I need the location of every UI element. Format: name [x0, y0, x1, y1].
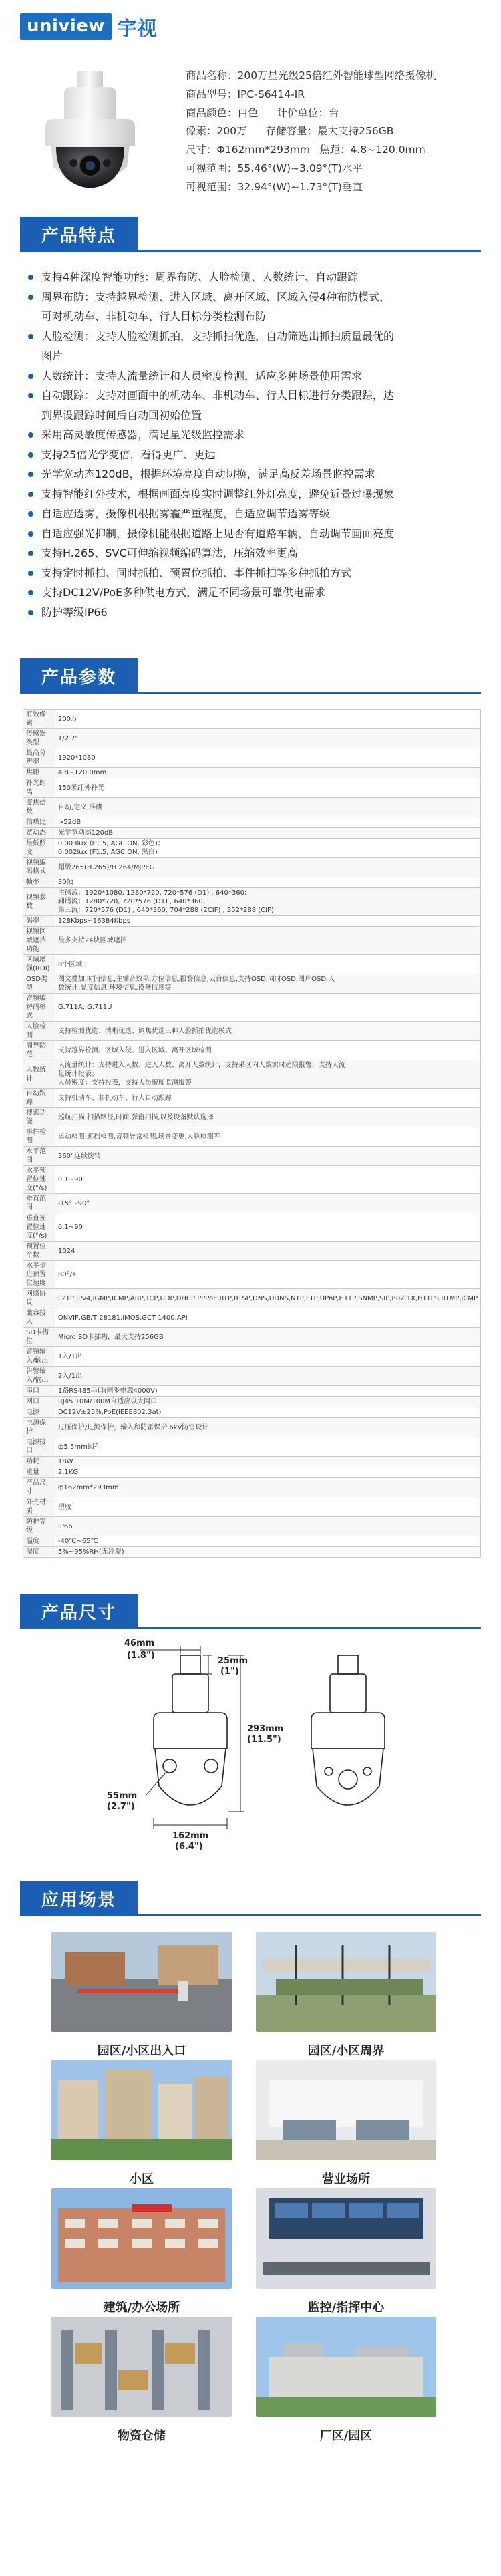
section-title: 产品尺寸 [20, 1594, 138, 1628]
param-value: 150米红外补光 [55, 778, 480, 798]
param-value: 1入/1出 [55, 1347, 480, 1367]
spec-line: 像素：200万 存储容量：最大支持256GB [186, 125, 394, 138]
scene-label: 厂区/园区 [319, 2429, 373, 2443]
feature-item: 支持DC12V/PoE多种供电方式，满足不同场景可靠供电需求 [27, 583, 481, 603]
param-value: 自动,定义,准确 [55, 798, 480, 817]
param-key: 信噪比 [23, 817, 55, 828]
divider [20, 1914, 481, 1916]
param-value: 4.8~120.0mm [55, 768, 480, 778]
logo-mark: uniview [20, 13, 112, 40]
scene-grid [51, 1932, 501, 2445]
features-list [0, 254, 501, 629]
table-row [23, 1457, 481, 1467]
table-row [23, 927, 481, 955]
scene-image [256, 2317, 436, 2417]
param-key: 电源保护 [23, 1418, 55, 1437]
table-row [23, 778, 481, 798]
table-row [23, 1397, 481, 1407]
param-value: 超级265(H.265)/H.264/MJPEG [55, 858, 480, 877]
param-key: 最高分辨率 [23, 748, 55, 768]
param-key: 水平步进预置位速度 [23, 1261, 55, 1289]
divider [20, 692, 481, 694]
param-value: 1/2.7" [55, 729, 480, 748]
scene-card [51, 1932, 232, 2060]
divider [20, 1627, 481, 1629]
param-key: 外壳材质 [23, 1497, 55, 1517]
param-value: 18W [55, 1457, 480, 1467]
scene-image [51, 2188, 232, 2289]
feature-item: 支持智能红外技术，根据画面亮度实时调整红外灯亮度，避免近景过曝现象 [27, 484, 481, 505]
param-key: 宽动态 [23, 828, 55, 839]
table-row [23, 1194, 481, 1213]
table-row [23, 768, 481, 778]
param-value: 0.003lux (F1.5, AGC ON, 彩色)； 0.002lux (F1.5, AGC ON, 黑白) [55, 839, 480, 858]
param-key: 最低照度 [23, 839, 55, 858]
table-row [23, 1478, 481, 1497]
param-key: 补光距离 [23, 778, 55, 798]
spec-summary [186, 67, 493, 197]
table-row [23, 1041, 481, 1060]
param-value: 0.1~90 [55, 1166, 480, 1194]
param-value: 光学宽动态120dB [55, 828, 480, 839]
feature-item: 支持25倍光学变倍，看得更广、更远 [27, 445, 481, 465]
table-row [23, 1367, 481, 1386]
table-row [23, 888, 481, 916]
table-row [23, 1022, 481, 1041]
feature-item: 可对机动车、非机动车、行人目标分类检测布防 [41, 310, 267, 323]
table-row [23, 877, 481, 888]
scene-label: 建筑/办公场所 [103, 2301, 180, 2315]
table-row [23, 974, 481, 994]
param-value: RJ45 10M/100M自适应以太网口 [55, 1397, 480, 1407]
feature-item: 支持H.265、SVC可伸缩视频编码算法，压缩效率更高 [27, 543, 481, 563]
table-row [23, 1261, 481, 1289]
divider [20, 250, 481, 252]
param-key: 变焦倍数 [23, 798, 55, 817]
features-banner [0, 214, 501, 254]
param-key: 码率 [23, 916, 55, 927]
param-key: 传感器类型 [23, 729, 55, 748]
param-value: 2入/1出 [55, 1367, 480, 1386]
table-row [23, 1347, 481, 1367]
param-value: 128Kbps~16384Kbps [55, 916, 480, 927]
dim-top-width: 46mm [124, 1638, 155, 1649]
param-value: 360°连续旋转 [55, 1147, 480, 1166]
dim-top-height-in: (1") [220, 1667, 239, 1677]
param-value: 巡航扫描,扫描路径,时间,弹窗扫描,以及设备默认选择 [55, 1108, 480, 1127]
param-value: 1024 [55, 1242, 480, 1261]
param-value: 图文叠加,时间信息,主辅音效果,方位信息,报警信息,云台信息,支持OSD,同时OSD,图片OSD,人 数统计,温度信息,环境信息,设备信息等 [55, 974, 480, 994]
scenes-banner [0, 1878, 501, 1918]
feature-item: 图片 [41, 349, 63, 362]
param-key: 有效像素 [23, 710, 55, 729]
param-key: 焦距 [23, 768, 55, 778]
scenes-area [0, 1918, 501, 2445]
table-row [23, 1213, 481, 1242]
param-value: ф162mm*293mm [55, 1478, 480, 1497]
dim-diameter-in: (2.7") [107, 1802, 135, 1812]
scene-image [51, 2317, 232, 2417]
param-key: 水平范围 [23, 1147, 55, 1166]
feature-item: 到界设跟踪时间后自动回初始位置 [41, 408, 202, 422]
dim-base-width: 162mm [172, 1831, 209, 1841]
table-row [23, 1060, 481, 1089]
param-key: 区域增强(ROI) [23, 955, 55, 974]
param-key: 网口 [23, 1397, 55, 1407]
table-row [23, 994, 481, 1022]
table-row [23, 1289, 481, 1308]
scene-image [256, 2188, 436, 2289]
param-key: 预置位个数 [23, 1242, 55, 1261]
table-row [23, 817, 481, 828]
table-row [23, 1108, 481, 1127]
param-value: 0.1~90 [55, 1213, 480, 1242]
table-row [23, 1166, 481, 1194]
param-key: 事件检测 [23, 1127, 55, 1147]
params-table-wrap [0, 696, 501, 1564]
param-key: 功耗 [23, 1457, 55, 1467]
param-key: 人脸检测 [23, 1022, 55, 1041]
param-key: 网络协议 [23, 1289, 55, 1308]
param-value: 过压保护/过流保护，输入和防雷保护,6kV防雷设计 [55, 1418, 480, 1437]
params-table [23, 709, 481, 1558]
param-value: 1路RS485串口(同步电源4000V) [55, 1386, 480, 1397]
table-row [23, 1127, 481, 1147]
feature-item: 采用高灵敏度传感器，满足星光级监控需求 [27, 425, 481, 445]
param-key: 水平预置位速度(°/s) [23, 1166, 55, 1194]
table-row [23, 1497, 481, 1517]
table-row [23, 839, 481, 858]
scene-card [51, 2188, 232, 2317]
table-row [23, 1437, 481, 1457]
param-value: 支持检测优选、清晰优选、调焦优选三种人脸抓拍优选模式 [55, 1022, 480, 1041]
param-key: 串口 [23, 1386, 55, 1397]
dimension-drawing [0, 1631, 501, 1872]
param-value: 1920*1080 [55, 748, 480, 768]
table-row [23, 710, 481, 729]
param-key: 电源 [23, 1407, 55, 1418]
param-value: 80°/s [55, 1261, 480, 1289]
param-value: G.711A, G.711U [55, 994, 480, 1022]
param-key: 兼容接入 [23, 1308, 55, 1328]
spec-line: 商品颜色：白色 计价单位：台 [186, 106, 339, 119]
param-key: OSD类型 [23, 974, 55, 994]
param-value: 2.1KG [55, 1467, 480, 1478]
scene-card [51, 2317, 232, 2445]
param-key: 垂直范围 [23, 1194, 55, 1213]
param-key: 自动跟踪 [23, 1089, 55, 1108]
dimension-svg [0, 1631, 501, 1872]
spec-line: 可视范围：55.46°(W)~3.09°(T)水平 [186, 162, 363, 174]
feature-item: 人脸检测：支持人脸检测抓拍，支持抓拍优选，自动筛选出抓拍质量最优的 [27, 327, 481, 347]
scene-label: 监控/指挥中心 [307, 2301, 385, 2315]
param-key: 重量 [23, 1467, 55, 1478]
section-title: 产品特点 [20, 217, 138, 251]
param-value: Micro SD卡插槽，最大支持256GB [55, 1328, 480, 1347]
scene-label: 物资仓储 [118, 2429, 166, 2443]
scene-card [256, 2060, 436, 2188]
param-key: 音频输入/输出 [23, 1347, 55, 1367]
spec-line: 可视范围：32.94°(W)~1.73°(T)垂直 [186, 180, 363, 193]
table-row [23, 1418, 481, 1437]
scene-label: 小区 [130, 2172, 154, 2186]
scene-label: 营业场所 [322, 2172, 370, 2186]
param-value: L2TP,IPv4,IGMP,ICMP,ARP,TCP,UDP,DHCP,PPPoE,RTP,RTSP,DNS,DDNS,NTP,FTP,UPnP,HTTP,SNMP,SIP,802.1X,HTTPS,RTMP,ICMP [55, 1289, 480, 1308]
param-key: SD卡槽位 [23, 1328, 55, 1347]
scene-card [256, 1932, 436, 2060]
table-row [23, 1536, 481, 1547]
param-value: -15°~90° [55, 1194, 480, 1213]
param-key: 视频区域遮挡功能 [23, 927, 55, 955]
param-key: 音频编解码格式 [23, 994, 55, 1022]
param-value: 人流量统计：支持进入人数、进入人数、离开人数统计，支持采区内人数实时超限报警，支持人流 量统计报表； 人员密度：支持报表，支持人员密度监测报警 [55, 1060, 480, 1089]
scene-card [256, 2188, 436, 2317]
product-header [0, 0, 501, 214]
feature-item: 防护等级IP66 [27, 603, 481, 623]
dim-top-width-in: (1.8") [127, 1651, 155, 1661]
table-row [23, 748, 481, 768]
table-row [23, 916, 481, 927]
logo-cn: 宇视 [116, 17, 157, 41]
param-value: 主码流：1920*1080, 1280*720, 720*576 (D1) , 640*360; 辅码流：1280*720, 720*576 (D1) , 640*360; 第三流：720*576 (D1) , 640*360, 704*288 (2CIF) , 352*288 (CIF) [55, 888, 480, 916]
table-row [23, 955, 481, 974]
spec-line: 商品名称：200万星光级25倍红外智能球型网络摄像机 [186, 69, 436, 82]
param-value: 30帧 [55, 877, 480, 888]
brand-logo [20, 12, 157, 41]
params-banner [0, 656, 501, 696]
param-value: 运动检测,遮挡检测,音频异常检测,场景变更,人脸检测等 [55, 1127, 480, 1147]
feature-item: 支持定时抓拍、同时抓拍、预置位抓拍、事件抓拍等多种抓拍方式 [27, 563, 481, 583]
param-value: 支持越界检测、区域入侵、进入区域、离开区域检测 [55, 1041, 480, 1060]
param-value: ф5.5mm圆孔 [55, 1437, 480, 1457]
table-row [23, 1147, 481, 1166]
scene-label: 园区/小区出入口 [97, 2044, 186, 2058]
param-key: 周界防范 [23, 1041, 55, 1060]
param-key: 告警输入/输出 [23, 1367, 55, 1386]
feature-item: 周界布防：支持越界检测、进入区域、离开区域、区域入侵4种布防模式， [27, 287, 481, 307]
dim-top-height: 25mm [218, 1656, 248, 1666]
param-key: 人数统计 [23, 1060, 55, 1089]
feature-item: 自适应强光抑制，摄像机能根据道路上见否有道路车辆，自动调节画面亮度 [27, 524, 481, 544]
scene-card [51, 2060, 232, 2188]
param-value: 5%~95%RH(无冷凝) [55, 1547, 480, 1558]
param-value: IP66 [55, 1517, 480, 1536]
scene-image [51, 1932, 232, 2032]
table-row [23, 1467, 481, 1478]
size-banner [0, 1591, 501, 1631]
dim-base-width-in: (6.4") [175, 1842, 203, 1852]
feature-item: 自适应透雾，摄像机根据雾霾严重程度，自适应调节透雾等级 [27, 504, 481, 524]
scene-image [51, 2060, 232, 2160]
feature-item: 自动跟踪：支持对画面中的机动车、非机动车、行人目标进行分类跟踪，达 [27, 386, 481, 406]
feature-item: 支持4种深度智能功能：周界布防、人脸检测、人数统计、自动跟踪 [27, 267, 481, 287]
scene-label: 园区/小区周界 [307, 2044, 385, 2058]
param-key: 电源接口 [23, 1437, 55, 1457]
param-value: -40℃~65℃ [55, 1536, 480, 1547]
param-value: 8个区域 [55, 955, 480, 974]
scene-card [256, 2317, 436, 2445]
dim-total-height: 293mm [247, 1724, 284, 1734]
spec-line: 尺寸：Φ162mm*293mm 焦距：4.8~120.0mm [186, 144, 426, 156]
scene-image [256, 1932, 436, 2032]
param-value: >52dB [55, 817, 480, 828]
table-row [23, 1386, 481, 1397]
param-value: 塑胶 [55, 1497, 480, 1517]
table-row [23, 729, 481, 748]
spec-line: 商品型号：IPC-S6414-IR [186, 88, 305, 100]
feature-item: 光学宽动态120dB，根据环境亮度自动切换，满足高反差场景监控需求 [27, 464, 481, 484]
param-key: 产品尺寸 [23, 1478, 55, 1497]
table-row [23, 1308, 481, 1328]
param-key: 视频参数 [23, 888, 55, 916]
section-title: 应用场景 [20, 1881, 138, 1916]
param-value: 最多支持24块区域遮挡 [55, 927, 480, 955]
table-row [23, 828, 481, 839]
param-key: 搜索功能 [23, 1108, 55, 1127]
table-row [23, 1407, 481, 1418]
param-value: 支持机动车、非机动车、行人自动跟踪 [55, 1089, 480, 1108]
param-key: 防护等级 [23, 1517, 55, 1536]
table-row [23, 1242, 481, 1261]
dim-total-height-in: (11.5") [247, 1735, 281, 1745]
camera-image [27, 67, 154, 200]
table-row [23, 858, 481, 877]
dim-diameter: 55mm [107, 1791, 138, 1801]
table-row [23, 1517, 481, 1536]
table-row [23, 1547, 481, 1558]
param-value: 200万 [55, 710, 480, 729]
param-key: 垂直预置位速度(°/s) [23, 1213, 55, 1242]
table-row [23, 1328, 481, 1347]
param-key: 帧率 [23, 877, 55, 888]
param-key: 湿度 [23, 1547, 55, 1558]
param-key: 温度 [23, 1536, 55, 1547]
param-value: DC12V±25%,PoE(IEEE802.3at) [55, 1407, 480, 1418]
table-row [23, 1089, 481, 1108]
section-title: 产品参数 [20, 658, 138, 693]
scene-image [256, 2060, 436, 2160]
param-value: ONVIF,GB/T 28181,IMOS,GCT 1400,API [55, 1308, 480, 1328]
table-row [23, 798, 481, 817]
param-key: 视频编码格式 [23, 858, 55, 877]
feature-item: 人数统计：支持人流量统计和人员密度检测，适应多种场景使用需求 [27, 366, 481, 386]
